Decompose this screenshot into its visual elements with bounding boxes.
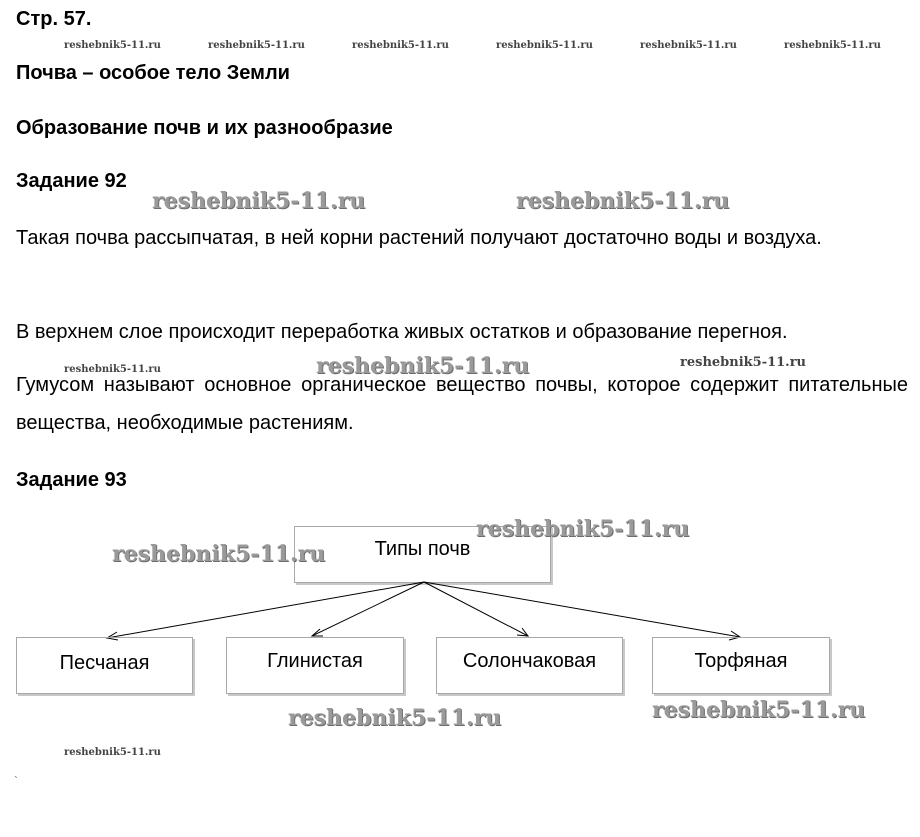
task92-paragraph-3: Гумусом называют основное органическое вещество почвы, которое содержит питательные вещества, необходимые растениям. — [16, 374, 908, 434]
watermark-large: reshebnik5-11.ru — [288, 705, 502, 731]
diagram-child-box-2 — [226, 637, 404, 694]
section-title: Почва – особое тело Земли — [16, 62, 290, 84]
task92-title: Задание 92 — [16, 170, 127, 192]
watermark-small: reshebnik5-11.ru — [496, 40, 593, 51]
watermark-small: reshebnik5-11.ru — [208, 40, 305, 51]
watermark-small: reshebnik5-11.ru — [680, 355, 807, 370]
watermark-large: reshebnik5-11.ru — [152, 188, 366, 214]
task93-title: Задание 93 — [16, 469, 127, 491]
watermark-large: reshebnik5-11.ru — [476, 516, 690, 542]
task92-paragraph-2: В верхнем слое происходит переработка живых остатков и образование перегноя. — [16, 321, 788, 343]
subsection-title: Образование почв и их разнообразие — [16, 117, 393, 139]
watermark-small: reshebnik5-11.ru — [64, 40, 161, 51]
diagram-child-label: Солончаковая — [462, 650, 597, 672]
arrow-to-child-2 — [312, 582, 424, 636]
task92-paragraph-1: Такая почва рассыпчатая, в ней корни растений получают достаточно воды и воздуха. — [16, 227, 822, 249]
arrow-to-child-3 — [424, 582, 528, 636]
diagram-child-label: Песчаная — [59, 652, 150, 674]
diagram-child-label: Глинистая — [267, 650, 363, 672]
arrow-to-child-4 — [424, 582, 740, 637]
watermark-small: reshebnik5-11.ru — [64, 747, 161, 758]
watermark-large: reshebnik5-11.ru — [112, 541, 326, 567]
watermark-large: reshebnik5-11.ru — [516, 188, 730, 214]
stray-mark: ` — [14, 774, 18, 788]
watermark-small: reshebnik5-11.ru — [352, 40, 449, 51]
watermark-small: reshebnik5-11.ru — [640, 40, 737, 51]
page-label: Стр. 57. — [16, 8, 92, 30]
watermark-large: reshebnik5-11.ru — [316, 353, 530, 379]
arrow-to-child-1 — [107, 582, 424, 638]
watermark-small: reshebnik5-11.ru — [784, 40, 881, 51]
diagram-child-box-1 — [16, 637, 193, 694]
watermark-small: reshebnik5-11.ru — [64, 364, 161, 375]
diagram-child-box-4 — [652, 637, 830, 694]
diagram-child-box-3 — [436, 637, 623, 694]
diagram-root-label: Типы почв — [374, 538, 471, 560]
diagram-child-label: Торфяная — [694, 650, 788, 672]
watermark-large: reshebnik5-11.ru — [652, 697, 866, 723]
